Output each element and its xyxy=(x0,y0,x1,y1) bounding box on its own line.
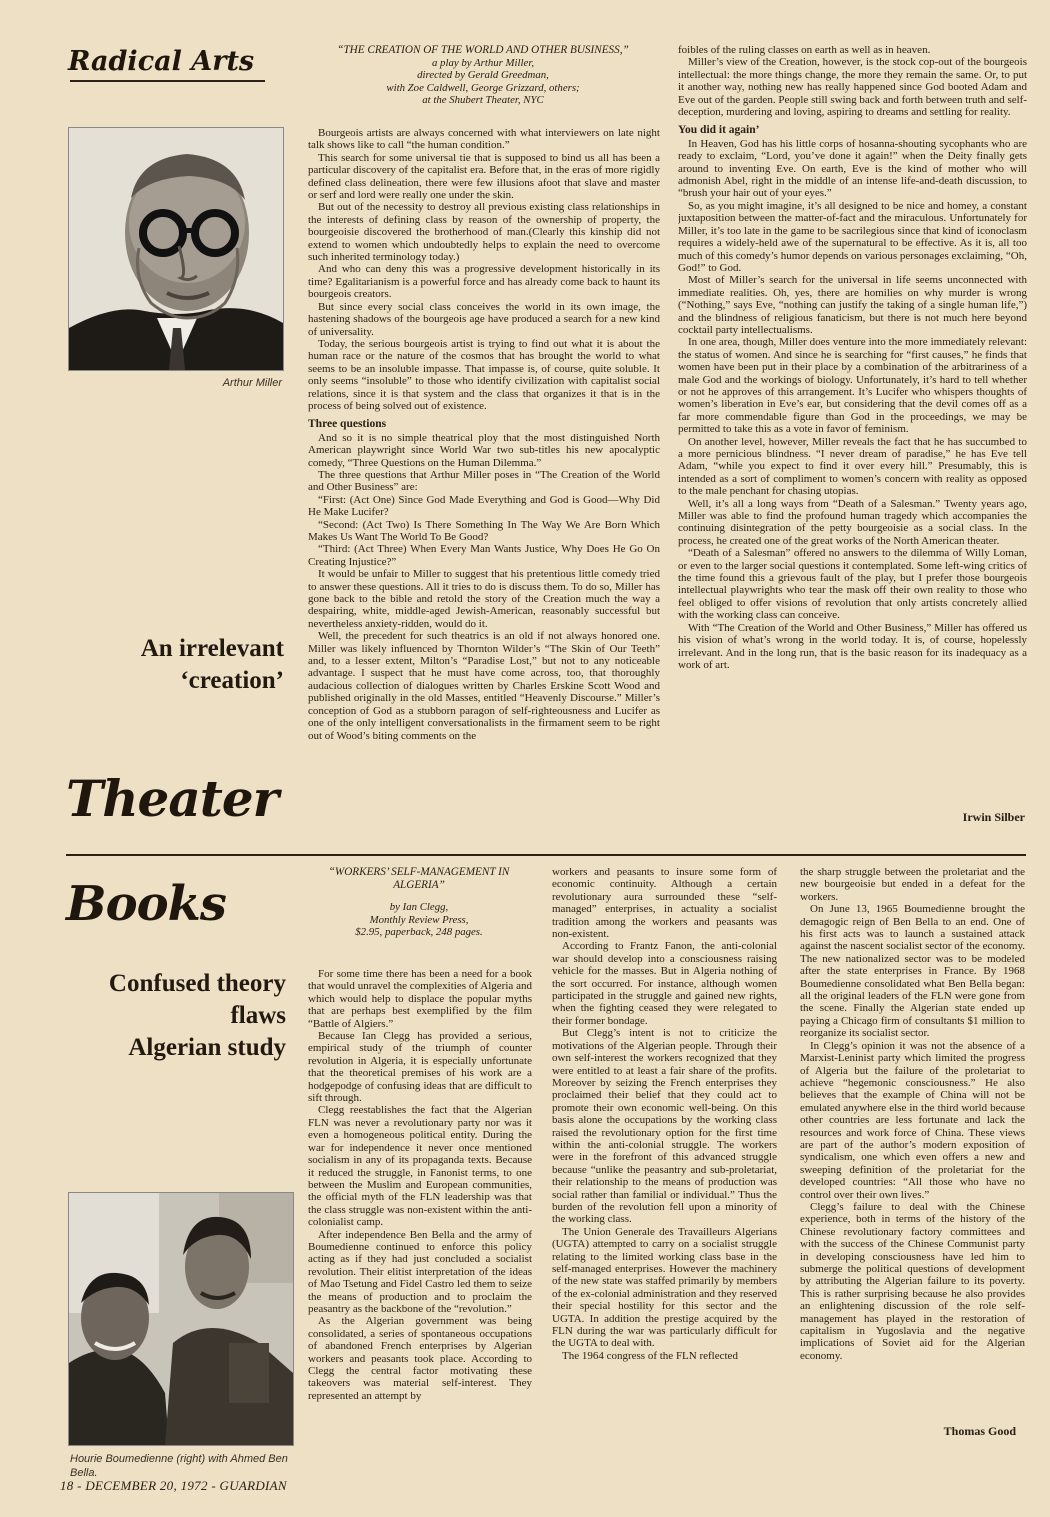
paragraph: According to Frantz Fanon, the anti-colonial war should develop into a consciousness raising vehicle for the masses. But in Algeria nothing of the sort occurred. For instance, although women participated in the struggle and gained new rights, when the fighting ceased they were relegated to their former bondage. xyxy=(552,940,777,1027)
paragraph: As the Algerian government was being consolidated, a series of spontaneous occupations of abandoned French enterprises by Algerian workers and peasants took place. According to Clegg the central factor motivating these takeovers was material self-interest. They represented an attempt by xyxy=(308,1315,532,1402)
paragraph: And so it is no simple theatrical ploy that the most distinguished North American playwright since World War two sub-titles his new apocalyptic comedy, “Three Questions on the Human Dilemma.” xyxy=(308,431,660,469)
books-headline xyxy=(62,968,286,1064)
paragraph: So, as you might imagine, it’s all designed to be nice and homey, a constant juxtaposition between the matter-of-fact and the miraculous. Unfortunately for Miller, it’s too late in the game to be sacrilegious since that kind of iconoclasm requires a widely-held awe of the supernatural to be effective. As it is, all too much of this comedy’s humor depends on various personages exclaiming, “Oh, God!” to God. xyxy=(678,199,1027,274)
section-label-books: Books xyxy=(66,876,226,932)
paragraph: On another level, however, Miller reveals the fact that he has succumbed to a more pernicious blindness. “I never dream of paradise,” he has Eve tell Adam, “while you expect to find it over every hill.” Presumably, this is intended as a sort of compliment to women’s concern with reality as opposed to the male penchant for chasing utopias. xyxy=(678,435,1027,498)
paragraph: Clegg’s failure to deal with the Chinese experience, both in terms of the history of the Chinese revolutionary factory committees and with the success of the Chinese Communist party in developing consciousness have led him to submerge the political questions of development by attributing the Algerian failure to its poverty. This is rather surprising because he also provides an enlightening discussion of the role self-management has played in the restoration of capitalism in Yugoslavia and the negative implications of Soviet aid for the Algerian economy. xyxy=(800,1200,1025,1362)
theater-headline xyxy=(60,633,284,697)
credits-line: $2.95, paperback, 248 pages. xyxy=(355,926,483,939)
paragraph: the sharp struggle between the proletariat and the new bourgeoisie but ended in a defeat for the workers. xyxy=(800,866,1025,903)
credits-line: a play by Arthur Miller, xyxy=(431,56,535,69)
paragraph: And who can deny this was a progressive development historically in its time? Egalitarianism is a powerful force and has already come back to haunt its bourgeois creators. xyxy=(308,263,660,301)
arthur-miller-photo xyxy=(68,127,284,371)
section-label-theater: Theater xyxy=(66,769,279,828)
credits-line: with Zoe Caldwell, George Grizzard, others; xyxy=(386,81,580,94)
theater-byline: Irwin Silber xyxy=(962,810,1025,824)
headline-line: ‘creation’ xyxy=(180,667,284,694)
boumedienne-ben-bella-photo xyxy=(68,1192,294,1446)
section-kicker-radical-arts xyxy=(68,48,254,75)
paragraph: Miller’s view of the Creation, however, is the stock cop-out of the bourgeois intellectual: the more things change, the more they remain the same. Or, to put it another way, nothing new has really happened since God booted Adam and Eve out of the garden. People still swing back and forth between truth and self-deception, murdering and loving, aspiring to dreams and settling for reality. xyxy=(678,56,1027,119)
paragraph: The 1964 congress of the FLN reflected xyxy=(562,1349,738,1362)
credits-line: Monthly Review Press, xyxy=(369,913,469,926)
paragraph: It would be unfair to Miller to suggest that his pretentious little comedy tried to answer these questions. All it tries to do is discuss them. To do so, Miller has gone back to the bible and retold the story of the Creation much the way a despairing, white, middle-aged Jewish-American, reasonably successful but nevertheless anxiety-ridden, would do it. xyxy=(308,568,660,630)
paragraph: Well, it’s all a long ways from “Death of a Salesman.” Twenty years ago, Miller was able to find the profound human tragedy which accompanies the continuing disintegration of the petty bourgeoisie as a social class. In the process, he created one of the great works of the North American theater. xyxy=(678,497,1027,547)
paragraph: With “The Creation of the World and Other Business,” Miller has offered us his vision of what’s wrong in the world today. It is, of course, hopelessly irrelevant. And in the long run, that is the basic reason for its inadequacy as a work of art. xyxy=(678,621,1027,671)
paragraph: But out of the necessity to destroy all previous existing class relationships in the interests of defining class by reason of the ownership of property, the bourgeoisie discovered the brotherhood of man.(Clearly this kinship did not extend to women which undoubtedly helps to explain the need to overcome such inherited terminology today.) xyxy=(308,201,660,264)
paragraph: In Clegg’s opinion it was not the absence of a Marxist-Leninist party which limited the progress of Algeria but the failure of the proletariat to achieve “hegemonic consciousness.” He also believes that the example of China will not be emulated anywhere else in the third world because other countries are less fortunate and lack the resources and work force of China. These views are part of the author’s modern exposition of syndicalism, one which even offers a new and sweeping definition of the proletariat for the developed countries: “All those who have no control over their own lives.” xyxy=(800,1039,1025,1201)
subhead-three-questions: Three questions xyxy=(308,418,387,431)
portrait-illustration xyxy=(69,128,283,370)
paragraph: On June 13, 1965 Boumedienne brought the demagogic reign of Ben Bella to an end. One of his first acts was to launch a sustained attack against the nascent socialist sector of the economy. The new nationalized sector was to be modeled after the state enterprises in France. By 1968 Boumedienne consolidated what Ben Bella began: all the original leaders of the FLN were gone from the scene. Finally the Algerian state ended up paying a Chicago firm of consultants $1 million to reorganize its socialist sector. xyxy=(800,903,1025,1040)
paragraph: Most of Miller’s search for the universal in life seems unconnected with immediate realities. Oh, yes, there are homilies on why murder is wrong (“Nothing,” says Eve, “nothing can justify the taking of a single human life,”) and the blindness of religious fanaticism, but there is not much here beyond cocktail party intellectualisms. xyxy=(678,274,1027,336)
paragraph: For some time there has been a need for a book that would unravel the complexities of Algeria and which would help to displace the popular myths that are perhaps best exemplified by the film “Battle of Algiers.” xyxy=(308,968,532,1030)
paragraph: foibles of the ruling classes on earth as well as in heaven. xyxy=(678,44,931,56)
books-article-column-1 xyxy=(308,968,532,1454)
paragraph: But Clegg’s intent is not to criticize the motivations of the Algerian people. Through their own self-interest the workers recognized that they were entitled to at least a fair share of the profits. Moreover by seizing the French enterprises they proclaimed their belief that they could act to promote their own economic well-being. On this basis alone the occupations by the working class raised the revolutionary option for the first time within the anti-colonial struggle. The workers were in the forefront of this advanced struggle because “unlike the peasantry and sub-proletariat, their relationship to the means of production was social rather than familial or individual.” Thus the burden of the revolution fell upon a minority of the working class. xyxy=(552,1027,777,1226)
theater-review-credits xyxy=(304,44,662,107)
subhead-you-did-it-again: You did it again’ xyxy=(678,124,760,137)
credits-line: at the Shubert Theater, NYC xyxy=(422,94,544,107)
paragraph: “Second: (Act Two) Is There Something In The Way We Are Born Which Makes Us Want The World To Be Good? xyxy=(308,518,660,543)
paragraph: Clegg reestablishes the fact that the Algerian FLN was never a revolutionary party nor was it even a homogeneous political entity. During the war for independence it never once mentioned socialism in any of its propaganda texts. Because it reduced the struggle, in Fanonist terms, to one between the Muslim and European communities, the official myth of the FLN leadership was that the class struggle was non-existent within the anti-colonialist camp. xyxy=(308,1104,532,1229)
paragraph: This search for some universal tie that is supposed to bind us all has been a particular discovery of the capitalist era. Before that, in the eras of more rigidly defined class delineation, there were few illusions afoot that slave and master or serf and lord were really one under the skin. xyxy=(308,151,660,202)
boumedienne-caption: Hourie Boumedienne (right) with Ahmed Ben Bella. xyxy=(70,1453,288,1479)
arthur-miller-caption: Arthur Miller xyxy=(222,377,282,389)
paragraph: In one area, though, Miller does venture into the more immediately relevant: the status of women. And since he is searching for “first causes,” he finds that women have been put in their place by a combination of the arbitrariness of a male God and the workings of biology. Unfortunately, it’s hard to tell whether or not he approves of this arrangement. It’s Lucifer who whispers thoughts of women’s liberation in Eve’s ear, but considering that the devil comes off as a far more commendable figure than God in the proceedings, we may be permitted to take this as a vote in favor of feminism. xyxy=(678,336,1027,436)
paragraph: After independence Ben Bella and the army of Boumedienne continued to enforce this policy acting as if they had just concluded a socialist revolution. Their elitist interpretation of the ideas of Mao Tsetung and Fidel Castro led them to seize the means of production and to proclaim the peasantry as the backbone of the “revolution.” xyxy=(308,1228,532,1315)
credits-title: “WORKERS’ SELF-MANAGEMENT IN ALGERIA” xyxy=(328,866,510,891)
paragraph: The Union Generale des Travailleurs Algerians (UGTA) attempted to carry on a socialist struggle relating to the limited working class base in the self-managed enterprises. However the machinery of the new state was staffed primarily by members of the ex-colonial administration and they reserved their special hostility for this sector and the UGTA. In addition the prestige acquired by the FLN during the war was particularly difficult for the UGTA to deal with. xyxy=(552,1225,777,1350)
paragraph: “Death of a Salesman” offered no answers to the dilemma of Willy Loman, or even to the larger social questions it contemplated. Some left-wing critics of the time found this a grievous fault of the play, but I prefer those bourgeois intellectual playwrights who tear the mask off their own reality to those who feel obliged to offer visions of revolution that only artists concretely allied with the working class can conceive. xyxy=(678,547,1027,622)
credits-title: “THE CREATION OF THE WORLD AND OTHER BUSINESS,” xyxy=(337,44,629,56)
paragraph: But since every social class conceives the world in its own image, the hastening shadows of the bourgeois age have produced a search for a new kind of universality. xyxy=(308,300,660,338)
paragraph: In Heaven, God has his little corps of hosanna-shouting sycophants who are ready to exclaim, “Lord, you’ve done it again!” when the Deity finally gets around to inventing Eve. On earth, Eve is the kind of mother who will admonish Abel, right in the middle of an intense life-and-death discussion, to “brush your hair out of your eyes.” xyxy=(678,137,1027,200)
photo-illustration xyxy=(69,1193,293,1445)
theater-article-column-2 xyxy=(678,44,1027,816)
section-divider xyxy=(66,854,1026,856)
paragraph: Well, the precedent for such theatrics is an old if not always honored one. Miller was likely influenced by Thornton Wilder’s “The Skin of Our Teeth” and, to a lesser extent, Milton’s “Paradise Lost,” but not to any noticeable advantage. I suspect that he must have come across, too, that thoroughly audacious collection of dialogues written by Charles Erskine Scott Wood and published originally in the old Masses, entitled “Heavenly Discourse.” Miller’s conception of God as a stubborn paragon of self-righteousness and Lucifer as one of the only intelligent conversationalists in the firmament seem to be right out of Wood’s biting comments on the xyxy=(308,630,660,742)
headline-line: Confused theory xyxy=(108,970,286,997)
paragraph: Today, the serious bourgeois artist is trying to find out what it is about the human race or the nature of the cosmos that has brought the world to what seems to be an insoluble impasse. That impasse is, of course, quite soluble. It only seems “insoluble” to those who identify civilization with capitalist social relations, since it is that system and the class that organizes it that is in the process of being solved out of existence. xyxy=(308,337,660,412)
headline-line: Algerian study xyxy=(128,1034,286,1061)
theater-article-column-1 xyxy=(308,127,660,827)
paragraph: workers and peasants to insure some form of economic continuity. Although a certain revolutionary aura surrounded these “self-managed” enterprises, in actuality a socialist tradition among the workers and peasants was non-existent. xyxy=(552,866,777,941)
kicker-underline xyxy=(70,80,265,82)
paragraph: “First: (Act One) Since God Made Everything and God is Good—Why Did He Make Lucifer? xyxy=(308,493,660,519)
headline-line: flaws xyxy=(230,1002,286,1029)
books-review-credits xyxy=(306,866,532,939)
credits-line: by Ian Clegg, xyxy=(389,901,449,914)
paragraph: Bourgeois artists are always concerned with what interviewers on late night talk shows like to call “the human condition.” xyxy=(308,127,660,152)
paragraph: Because Ian Clegg has provided a serious, empirical study of the triumph of counter revolution in Algeria, it is especially unfortunate that the theoretical premises of his work are a hodgepodge of confusing ideas that are difficult to sift through. xyxy=(308,1030,532,1105)
paragraph: The three questions that Arthur Miller poses in “The Creation of the World and Other Business” are: xyxy=(308,468,660,494)
headline-line: An irrelevant xyxy=(140,635,284,662)
credits-line: directed by Gerald Greedman, xyxy=(417,69,549,82)
books-byline: Thomas Good xyxy=(943,1424,1016,1438)
paragraph: “Third: (Act Three) When Every Man Wants Justice, Why Does He Go On Creating Injustice?” xyxy=(308,543,660,568)
books-article-column-2 xyxy=(552,866,777,1462)
page-footer: 18 - DECEMBER 20, 1972 - GUARDIAN xyxy=(60,1478,287,1493)
kicker-text: Radical Arts xyxy=(68,46,255,77)
books-article-column-3 xyxy=(800,866,1025,1418)
